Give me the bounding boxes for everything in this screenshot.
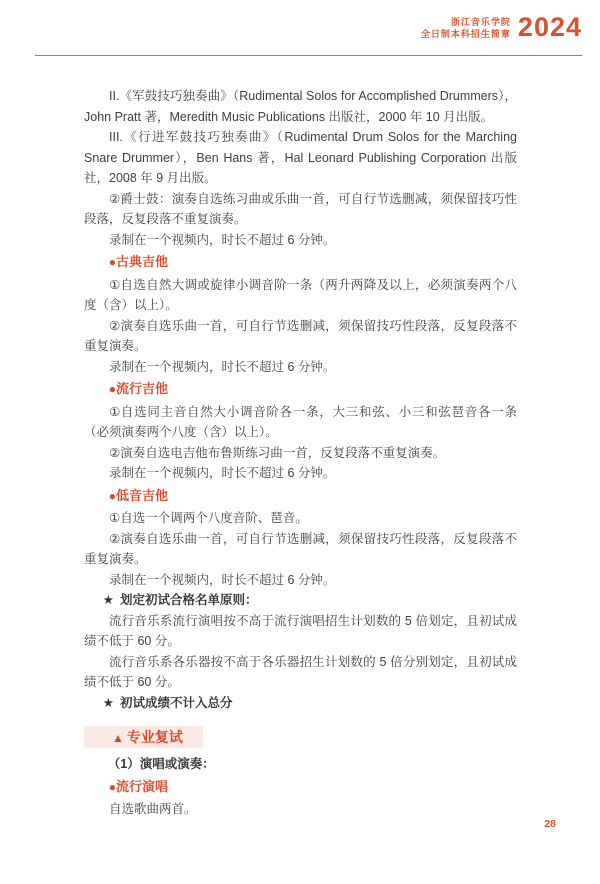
paragraph xyxy=(84,86,517,127)
text: II.《军鼓技巧独奏曲》（Rudimental Solos for Accomplished Drummers），John Pratt 著，Meredith Music Publications 出版社，2000 年 10 月出版。 xyxy=(84,89,517,124)
paragraph xyxy=(84,611,517,652)
text: 流行吉他 xyxy=(115,381,168,396)
document-content xyxy=(84,86,517,820)
header-title-block xyxy=(421,16,511,40)
bullet-heading xyxy=(84,252,517,273)
bullet-heading xyxy=(84,486,517,507)
triangle-icon: ▲ xyxy=(112,731,124,745)
star-note xyxy=(84,590,517,611)
paragraph xyxy=(84,652,517,693)
text: 录制在一个视频内，时长不超过 6 分钟。 xyxy=(109,466,336,480)
text: 专业复试 xyxy=(126,729,183,745)
paragraph xyxy=(84,443,517,464)
header-subtitle: 全日制本科招生简章 xyxy=(420,28,511,39)
bold-paragraph xyxy=(84,754,517,775)
paragraph xyxy=(84,275,517,316)
text: 录制在一个视频内，时长不超过 6 分钟。 xyxy=(109,572,336,587)
text: 流行演唱 xyxy=(115,778,168,794)
text: ①自选自然大调或旋律小调音阶一条（两升两降及以上，必须演奏两个八度（含）以上）。 xyxy=(84,277,517,312)
page-number: 28 xyxy=(544,818,556,830)
text: 录制在一个视频内，时长不超过 6 分钟。 xyxy=(109,232,336,247)
paragraph xyxy=(84,570,517,591)
bullet-icon: ● xyxy=(108,382,116,396)
star-note xyxy=(84,693,517,714)
text: 流行音乐系流行演唱按不高于流行演唱招生计划数的 5 倍划定，且初试成绩不低于 60 分。 xyxy=(84,613,517,648)
bullet-icon: ● xyxy=(108,255,116,269)
star-icon: ★ xyxy=(102,695,114,710)
paragraph xyxy=(84,529,517,570)
paragraph xyxy=(84,402,517,443)
text: 古典吉他 xyxy=(115,254,168,269)
text: ②爵士鼓：演奏自选练习曲或乐曲一首，可自行节选删减，须保留技巧性段落，反复段落不重复演奏。 xyxy=(84,191,517,226)
bullet-heading xyxy=(84,379,517,400)
text: ②演奏自选电吉他布鲁斯练习曲一首，反复段落不重复演奏。 xyxy=(109,445,446,460)
text: 录制在一个视频内，时长不超过 6 分钟。 xyxy=(109,359,336,374)
paragraph xyxy=(84,230,517,251)
text: 自选歌曲两首。 xyxy=(109,802,197,816)
paragraph xyxy=(84,508,517,529)
text: 划定初试合格名单原则： xyxy=(119,593,258,607)
star-icon: ★ xyxy=(102,593,114,607)
paragraph xyxy=(84,799,517,820)
text: ②演奏自选乐曲一首，可自行节选删减，须保留技巧性段落，反复段落不重复演奏。 xyxy=(84,531,517,566)
text: ②演奏自选乐曲一首，可自行节选删减，须保留技巧性段落，反复段落不重复演奏。 xyxy=(84,318,517,353)
text: 流行音乐系各乐器按不高于各乐器招生计划数的 5 倍分别划定，且初试成绩不低于 60 分。 xyxy=(84,654,517,689)
text: 低音吉他 xyxy=(115,487,168,503)
text: （1）演唱或演奏： xyxy=(107,757,215,771)
bullet-icon: ● xyxy=(108,779,116,794)
text: III.《行进军鼓技巧独奏曲》（Rudimental Drum Solos for the Marching Snare Drummer），Ben Hans 著，Hal Leonard Publishing Corporation 出版社，2008 年 9 月出版。 xyxy=(84,130,517,185)
text: ①自选同主音自然大小调音阶各一条，大三和弦、小三和弦琶音各一条（必须演奏两个八度（含）以上）。 xyxy=(84,404,517,439)
text: 初试成绩不计入总分 xyxy=(119,695,233,710)
header-rule xyxy=(35,55,582,56)
bullet-icon: ● xyxy=(108,488,116,503)
page-header xyxy=(421,14,582,41)
text: ①自选一个调两个八度音阶、琶音。 xyxy=(109,511,308,525)
header-org-name: 浙江音乐学院 xyxy=(450,16,511,27)
paragraph xyxy=(84,463,517,484)
paragraph xyxy=(84,189,517,230)
paragraph xyxy=(84,127,517,189)
header-year: 2024 xyxy=(517,12,582,42)
section-banner xyxy=(84,726,203,748)
bullet-heading xyxy=(84,777,517,798)
paragraph xyxy=(84,316,517,357)
paragraph xyxy=(84,357,517,378)
